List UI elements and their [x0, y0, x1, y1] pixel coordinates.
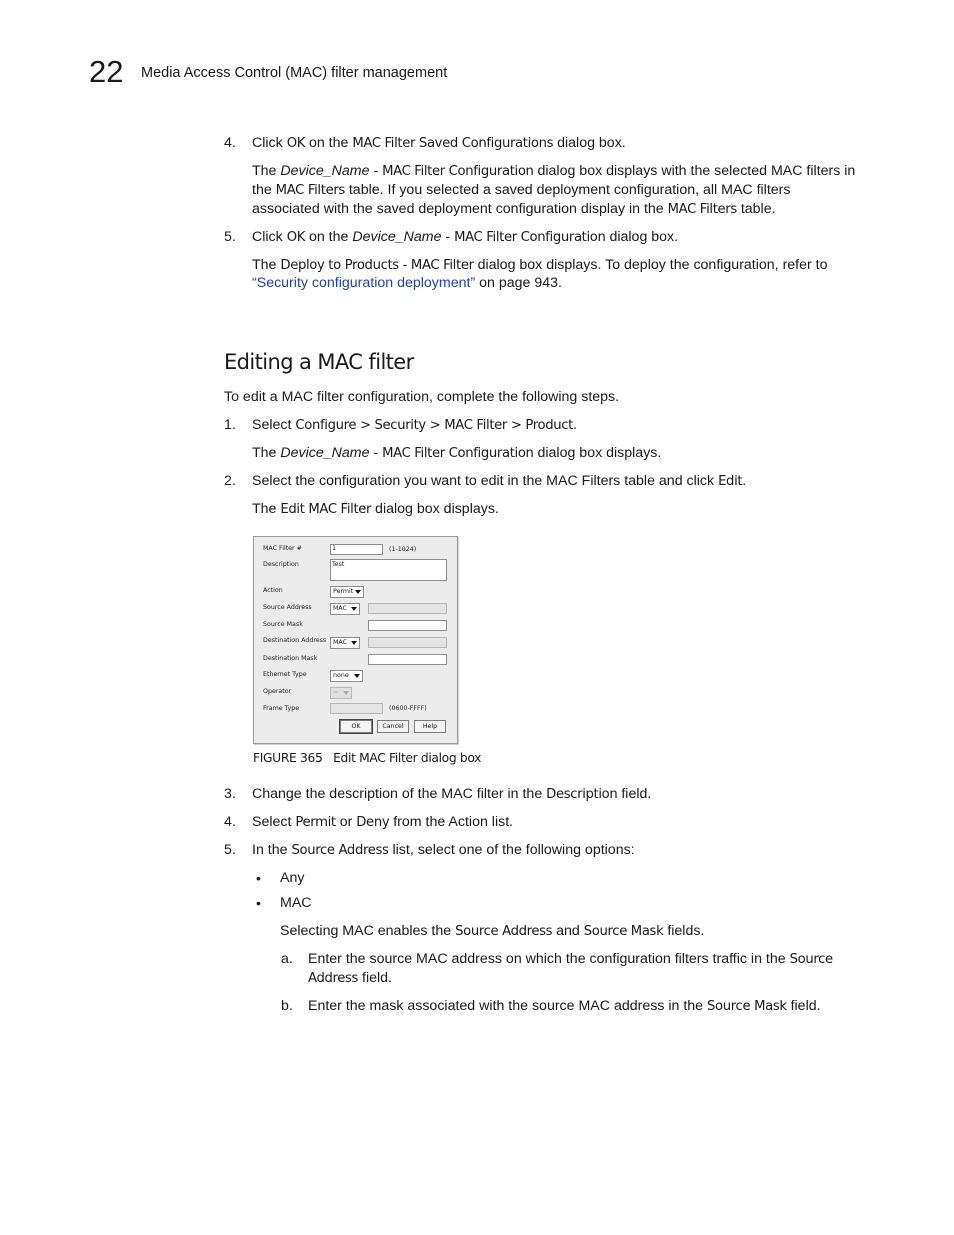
source-mask-field[interactable] [368, 620, 447, 631]
paragraph: The Device_Name - MAC Filter Configuration dialog box displays with the selected MAC filters in [252, 163, 856, 179]
description-label: Description [263, 561, 299, 568]
substep-text: Enter the source MAC address on which the configuration filters traffic in the Source [308, 951, 833, 967]
operator-label: Operator [263, 688, 292, 695]
intro-text: To edit a MAC filter configuration, complete the following steps. [224, 389, 620, 405]
destination-mask-label: Destination Mask [263, 655, 318, 662]
substep-text: Address field. [308, 970, 392, 986]
frame-type-range: (0600-FFFF) [389, 705, 427, 712]
paragraph: The Device_Name - MAC Filter Configuration dialog box displays. [252, 445, 662, 461]
destination-address-dropdown[interactable]: MAC [330, 637, 360, 649]
chevron-down-icon [351, 641, 357, 645]
source-address-label: Source Address [263, 604, 312, 611]
operator-dropdown[interactable]: = [330, 687, 352, 699]
paragraph: associated with the saved deployment configuration display in the MAC Filters table. [252, 201, 776, 217]
step-number: 2. [224, 473, 236, 489]
step-text: Click OK on the MAC Filter Saved Configurations dialog box. [252, 135, 626, 151]
step-text: Select the configuration you want to edit in the MAC Filters table and click Edit. [252, 473, 747, 489]
cross-reference-link[interactable]: “Security configuration deployment” [252, 275, 476, 291]
step-text: Select Configure > Security > MAC Filter > Product. [252, 417, 577, 433]
step-number: 5. [224, 229, 236, 245]
figure-caption: FIGURE 365 Edit MAC Filter dialog box [253, 751, 482, 765]
chapter-number: 22 [89, 54, 124, 89]
paragraph: The Edit MAC Filter dialog box displays. [252, 501, 499, 517]
substep-letter: b. [281, 998, 293, 1014]
description-field[interactable]: Test [330, 559, 447, 581]
mac-filter-number-field[interactable]: 1 [330, 544, 383, 555]
destination-address-label: Destination Address [263, 637, 327, 644]
chevron-down-icon [355, 590, 361, 594]
paragraph: the MAC Filters table. If you selected a saved deployment configuration, all MAC filters [252, 182, 791, 198]
chevron-down-icon [343, 691, 349, 695]
action-label: Action [263, 587, 283, 594]
chevron-down-icon [354, 674, 360, 678]
step-text: Change the description of the MAC filter in the Description field. [252, 786, 652, 802]
source-mask-label: Source Mask [263, 621, 303, 628]
step-text: In the Source Address list, select one of the following options: [252, 842, 635, 858]
ethernet-type-dropdown[interactable]: none [330, 670, 363, 682]
section-heading: Editing a MAC filter [224, 350, 414, 374]
destination-address-field[interactable] [368, 637, 447, 648]
help-button[interactable]: Help [414, 720, 446, 733]
substep-letter: a. [281, 951, 293, 967]
step-text: Click OK on the Device_Name - MAC Filter Configuration dialog box. [252, 229, 679, 245]
destination-mask-field[interactable] [368, 654, 447, 665]
step-number: 1. [224, 417, 236, 433]
paragraph: Selecting MAC enables the Source Address and Source Mask fields. [280, 923, 705, 939]
ok-button[interactable]: OK [340, 720, 372, 733]
bullet-icon: • [256, 870, 261, 886]
edit-mac-filter-dialog [253, 536, 458, 744]
frame-type-label: Frame Type [263, 705, 300, 712]
chevron-down-icon [351, 607, 357, 611]
paragraph: The Deploy to Products - MAC Filter dialog box displays. To deploy the configuration, refer to [252, 257, 828, 273]
chapter-title: Media Access Control (MAC) filter management [141, 65, 448, 81]
list-item: Any [280, 870, 305, 886]
action-dropdown[interactable]: Permit [330, 586, 364, 598]
list-item: MAC [280, 895, 312, 911]
source-address-dropdown[interactable]: MAC [330, 603, 360, 615]
mac-filter-range: (1-1024) [389, 546, 417, 553]
substep-text: Enter the mask associated with the source MAC address in the Source Mask field. [308, 998, 821, 1014]
step-text: Select Permit or Deny from the Action list. [252, 814, 514, 830]
frame-type-field[interactable] [330, 703, 383, 714]
cancel-button[interactable]: Cancel [377, 720, 409, 733]
step-number: 5. [224, 842, 236, 858]
step-number: 4. [224, 814, 236, 830]
mac-filter-number-label: MAC Filter # [263, 545, 302, 552]
paragraph: “Security configuration deployment” on page 943. [252, 275, 562, 291]
bullet-icon: • [256, 895, 261, 911]
ethernet-type-label: Ethernet Type [263, 671, 307, 678]
step-number: 3. [224, 786, 236, 802]
source-address-field[interactable] [368, 603, 447, 614]
step-number: 4. [224, 135, 236, 151]
